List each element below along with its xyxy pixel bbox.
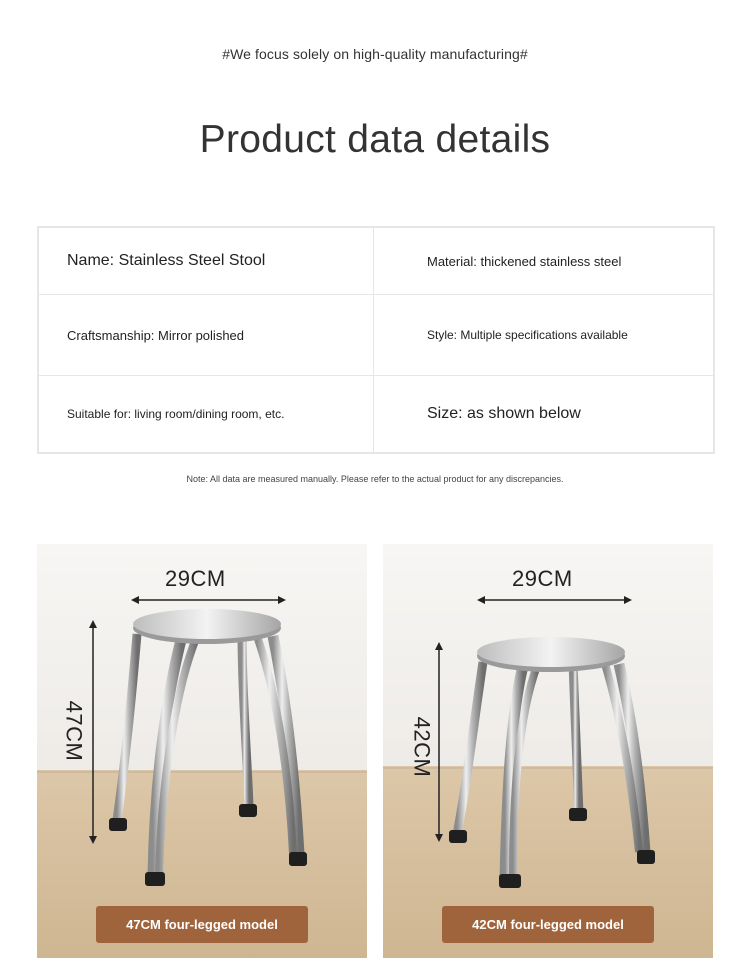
model-47cm-button[interactable]: 47CM four-legged model: [96, 906, 308, 943]
stool-illustration: [37, 544, 367, 958]
tagline: #We focus solely on high-quality manufacturing#: [222, 46, 528, 62]
product-photo-42cm: [383, 544, 713, 958]
table-row: [39, 295, 713, 376]
spec-suitable: Suitable for: living room/dining room, etc.: [67, 407, 285, 421]
table-row: [39, 228, 713, 295]
table-row: [39, 376, 713, 452]
spec-style: Style: Multiple specifications available: [427, 328, 628, 342]
spec-table: [37, 226, 715, 454]
height-label: 47CM: [61, 700, 87, 762]
height-label: 42CM: [409, 716, 435, 778]
spec-name: Name: Stainless Steel Stool: [67, 252, 266, 269]
product-photo-47cm: [37, 544, 367, 958]
width-label: 29CM: [165, 566, 226, 591]
spec-size: Size: as shown below: [427, 405, 581, 422]
model-42cm-button[interactable]: 42CM four-legged model: [442, 906, 654, 943]
page-title: Product data details: [199, 118, 551, 161]
spec-craftsmanship: Craftsmanship: Mirror polished: [67, 327, 245, 343]
spec-material: Material: thickened stainless steel: [427, 253, 622, 269]
width-label: 29CM: [512, 566, 573, 591]
measurement-note: Note: All data are measured manually. Please refer to the actual product for any discrepancies.: [186, 474, 564, 484]
